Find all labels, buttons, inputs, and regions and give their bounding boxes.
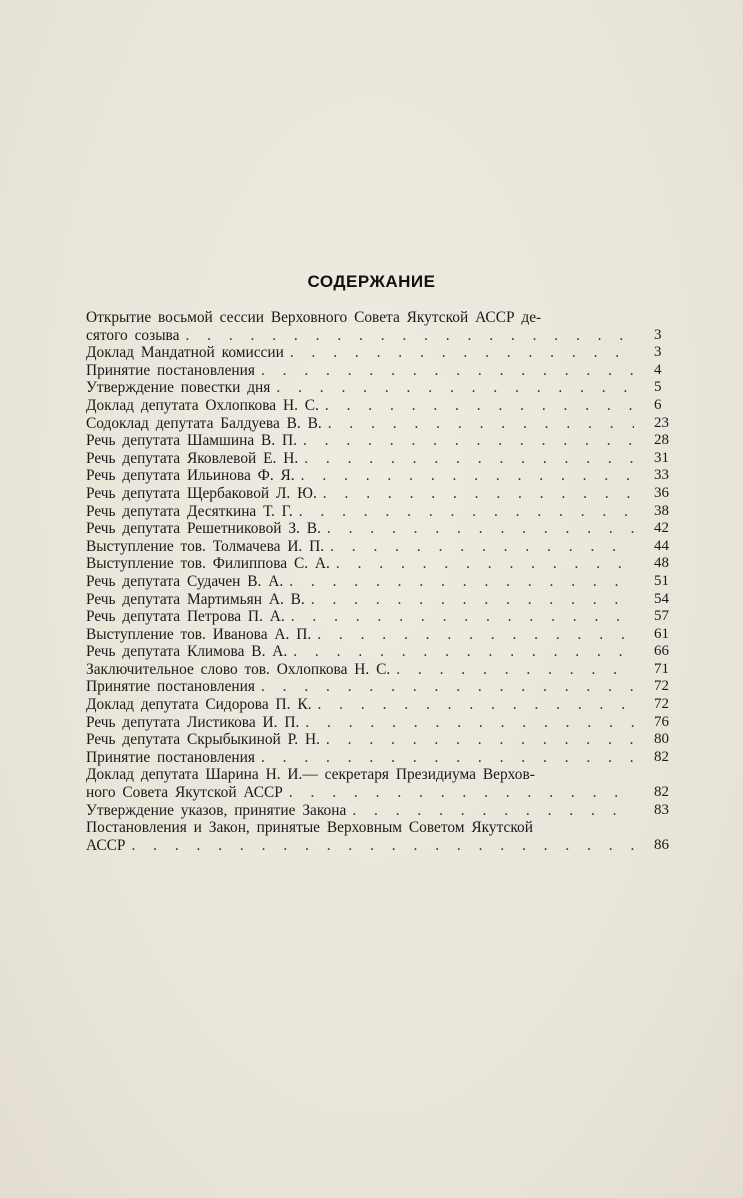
toc-entry — [86, 361, 662, 380]
dot-leader — [328, 415, 634, 433]
toc-entry — [86, 520, 669, 538]
dot-leader — [289, 784, 634, 802]
toc-page-number: 82 — [654, 748, 669, 765]
toc-entry-text: Утверждение указов, принятие Закона — [86, 801, 347, 819]
toc-entry — [86, 713, 669, 732]
toc-page-number: 51 — [654, 572, 669, 589]
toc-page-number: 6 — [654, 396, 662, 413]
toc-entry-text: Постановления и Закон, принятые Верховным Советом Якутской — [86, 819, 533, 837]
toc-page-number: 48 — [654, 555, 669, 572]
toc-entry — [86, 484, 669, 503]
toc-entry-text: Содоклад депутата Балдуева В. В. — [86, 414, 322, 432]
toc-entry — [86, 309, 662, 344]
dot-leader — [396, 661, 634, 679]
toc-entry-text: Открытие восьмой сессии Верховного Совета Якутской АССР де- — [86, 309, 542, 326]
toc-page-number: 82 — [654, 784, 669, 801]
toc-entry-text: Речь депутата Петрова П. А. — [86, 608, 285, 626]
toc-entry-text: Утверждение повестки дня — [86, 379, 271, 397]
toc-entry-text: АССР — [86, 836, 126, 854]
toc-page-number: 76 — [654, 713, 669, 730]
toc-page-number: 23 — [654, 414, 669, 431]
dot-leader — [311, 591, 634, 609]
toc-page-number: 5 — [654, 379, 662, 396]
toc-entry-text: Выступление тов. Толмачева И. П. — [86, 537, 325, 555]
toc-entry — [86, 537, 669, 556]
dot-leader — [317, 696, 634, 714]
toc-page-number: 36 — [654, 484, 669, 501]
dot-leader — [301, 467, 634, 485]
dot-leader — [327, 520, 634, 538]
toc-entry-text: Речь депутата Десяткина Т. Г. — [86, 502, 293, 520]
toc-entry — [86, 502, 669, 521]
toc-entry-text: Принятие постановления — [86, 748, 255, 766]
toc-entry — [86, 748, 669, 767]
toc-entry-text: Речь депутата Щербаковой Л. Ю. — [86, 484, 317, 502]
dot-leader — [276, 379, 634, 397]
toc-entry — [86, 555, 669, 573]
table-of-contents — [86, 309, 669, 854]
dot-leader — [330, 538, 634, 556]
dot-leader — [261, 749, 634, 767]
toc-page-number: 72 — [654, 678, 669, 695]
toc-entry-text: Заключительное слово тов. Охлопкова Н. С. — [86, 660, 391, 678]
toc-page-number: 80 — [654, 731, 669, 748]
toc-entry-text: Речь депутата Мартимьян А. В. — [86, 590, 305, 608]
toc-page-number: 28 — [654, 432, 669, 449]
toc-entry-text: Речь депутата Судачен В. А. — [86, 572, 284, 590]
toc-entry — [86, 344, 662, 362]
dot-leader — [305, 714, 634, 732]
toc-page-number: 57 — [654, 608, 669, 625]
dot-leader — [352, 802, 634, 820]
toc-entry-text: сятого созыва — [86, 326, 180, 344]
toc-page-number: 86 — [654, 836, 669, 853]
toc-entry-text: Речь депутата Яковлевой Е. Н. — [86, 449, 299, 467]
toc-entry — [86, 625, 669, 644]
toc-page-number: 3 — [654, 326, 662, 343]
dot-leader — [303, 432, 634, 450]
dot-leader — [293, 643, 634, 661]
toc-entry — [86, 801, 669, 820]
dot-leader — [304, 450, 634, 468]
toc-entry-text: Принятие постановления — [86, 678, 255, 696]
page-title: СОДЕРЖАНИЕ — [307, 272, 436, 291]
dot-leader — [336, 555, 634, 573]
toc-entry-text: Речь депутата Ильинова Ф. Я. — [86, 467, 295, 485]
toc-entry-text: Доклад Мандатной комиссии — [86, 344, 284, 362]
toc-page-number: 83 — [654, 801, 669, 818]
dot-leader — [131, 837, 634, 855]
toc-page-number: 38 — [654, 502, 669, 519]
dot-leader — [323, 485, 634, 503]
toc-entry-text: Речь депутата Климова В. А. — [86, 643, 288, 661]
dot-leader — [261, 362, 634, 380]
toc-page-number: 4 — [654, 361, 662, 378]
toc-entry — [86, 678, 669, 696]
dot-leader — [325, 397, 634, 415]
toc-entry-text: Принятие постановления — [86, 361, 255, 379]
toc-entry — [86, 379, 662, 397]
toc-page-number: 33 — [654, 467, 669, 484]
toc-page-number: 71 — [654, 660, 669, 677]
dot-leader — [291, 608, 634, 626]
toc-entry — [86, 449, 669, 468]
toc-entry-text: Речь депутата Решетниковой З. В. — [86, 520, 321, 538]
toc-entry — [86, 467, 669, 485]
toc-entry-text: Доклад депутата Шарина Н. И.— секретаря Президиума Верхов- — [86, 766, 535, 784]
toc-page-number: 72 — [654, 696, 669, 713]
dot-leader — [289, 573, 634, 591]
toc-page-number: 61 — [654, 625, 669, 642]
toc-page-number: 3 — [654, 344, 662, 361]
toc-page-number: 42 — [654, 520, 669, 537]
toc-page-number: 44 — [654, 537, 669, 554]
toc-entry — [86, 608, 669, 626]
toc-entry-text: Выступление тов. Филиппова С. А. — [86, 555, 330, 573]
toc-entry — [86, 432, 669, 450]
toc-entry — [86, 396, 662, 415]
toc-entry-text: Выступление тов. Иванова А. П. — [86, 625, 312, 643]
toc-entry-text: Речь депутата Шамшина В. П. — [86, 432, 297, 450]
toc-page-number: 66 — [654, 643, 669, 660]
toc-entry-text: Речь депутата Скрыбыкиной Р. Н. — [86, 731, 320, 749]
dot-leader — [326, 731, 634, 749]
dot-leader — [299, 503, 634, 521]
dot-leader — [185, 327, 634, 345]
toc-entry — [86, 590, 669, 609]
dot-leader — [261, 678, 634, 696]
toc-entry-text: Доклад депутата Охлопкова Н. С. — [86, 396, 319, 414]
toc-entry-text: Доклад депутата Сидорова П. К. — [86, 696, 312, 714]
toc-entry — [86, 414, 669, 433]
toc-entry — [86, 819, 669, 854]
toc-entry-text: Речь депутата Листикова И. П. — [86, 713, 300, 731]
dot-leader — [317, 626, 634, 644]
dot-leader — [290, 344, 634, 362]
toc-entry — [86, 660, 669, 679]
toc-entry — [86, 766, 669, 802]
toc-entry-text: ного Совета Якутской АССР — [86, 784, 283, 802]
toc-page-number: 31 — [654, 449, 669, 466]
toc-entry — [86, 572, 669, 591]
toc-entry — [86, 731, 669, 749]
toc-page-number: 54 — [654, 590, 669, 607]
toc-entry — [86, 643, 669, 661]
toc-entry — [86, 696, 669, 714]
